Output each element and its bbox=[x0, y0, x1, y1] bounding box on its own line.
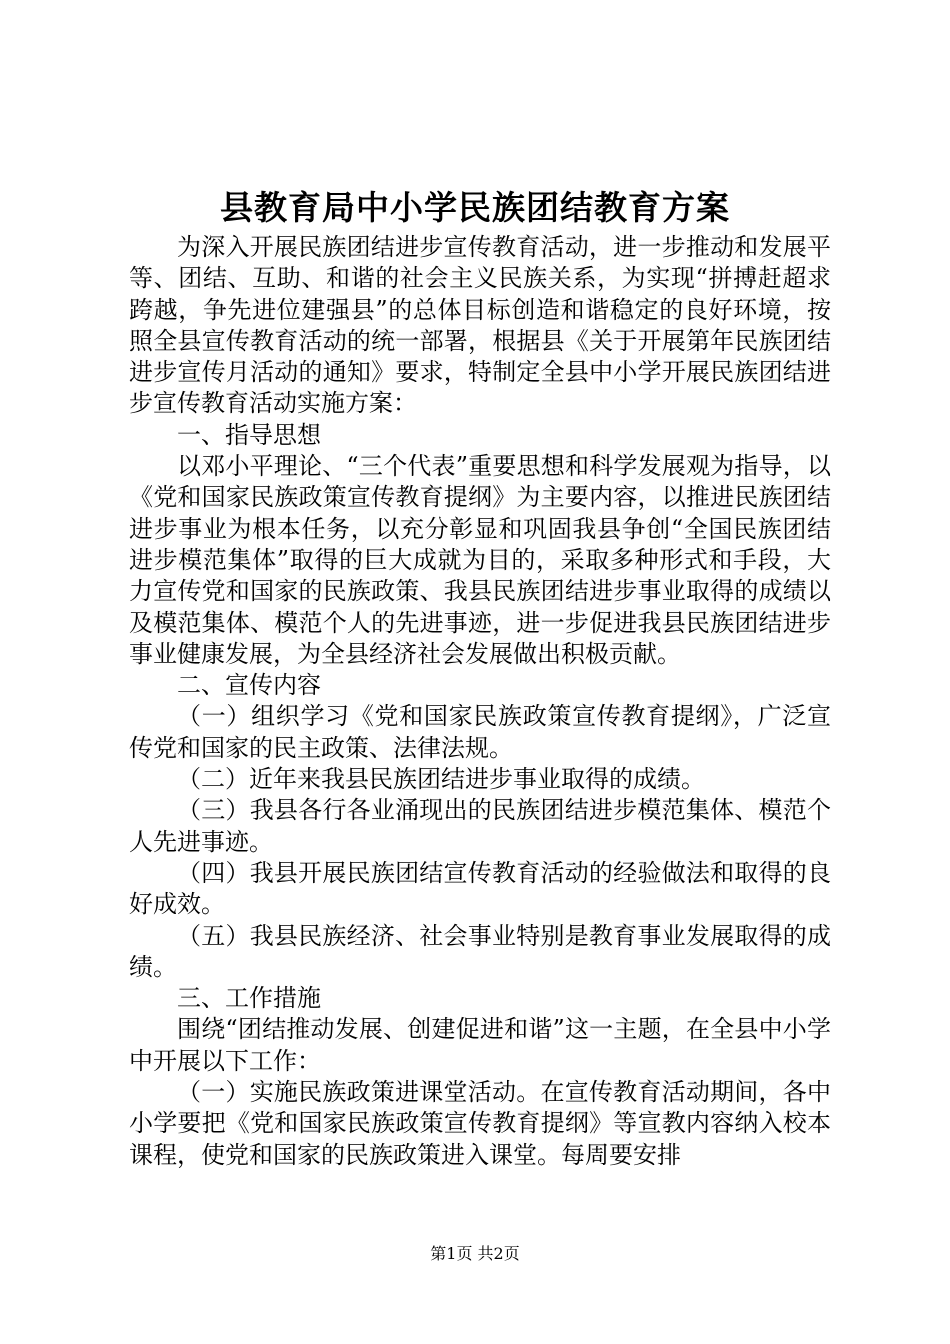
document-title: 县教育局中小学民族团结教育方案 bbox=[220, 188, 730, 227]
document-body bbox=[129, 232, 831, 1171]
content-item-5: （五）我县民族经济、社会事业特别是教育事业发展取得的成绩。 bbox=[129, 921, 831, 981]
content-item-1: （一）组织学习《党和国家民族政策宣传教育提纲》，广泛宣传党和国家的民主政策、法律法规。 bbox=[129, 702, 831, 762]
content-item-2: （二）近年来我县民族团结进步事业取得的成绩。 bbox=[177, 765, 705, 794]
guiding-ideology-paragraph: 以邓小平理论、“三个代表”重要思想和科学发展观为指导，以《党和国家民族政策宣传教育提纲》为主要内容，以推进民族团结进步事业为根本任务，以充分彰显和巩固我县争创“全国民族团结进步模范集体”取得的巨大成就为目的，采取多种形式和手段，大力宣传党和国家的民族政策、我县民族团结进步事业取得的成绩以及模范集体、模范个人的先进事迹，进一步促进我县民族团结进步事业健康发展，为全县经济社会发展做出积极贡献。 bbox=[129, 452, 831, 668]
section-heading-publicity-content: 二、宣传内容 bbox=[177, 671, 321, 700]
page-footer: 第1页 共2页 bbox=[430, 1244, 520, 1263]
intro-paragraph: 为深入开展民族团结进步宣传教育活动，进一步推动和发展平等、团结、互助、和谐的社会主义民族关系，为实现“拼搏赶超求跨越，争先进位建强县”的总体目标创造和谐稳定的良好环境，按照全县宣传教育活动的统一部署，根据县《关于开展第年民族团结进步宣传月活动的通知》要求，特制定全县中小学开展民族团结进步宣传教育活动实施方案： bbox=[129, 233, 831, 418]
work-measures-intro: 围绕“团结推动发展、创建促进和谐”这一主题，在全县中小学中开展以下工作： bbox=[129, 1015, 831, 1075]
content-item-4: （四）我县开展民族团结宣传教育活动的经验做法和取得的良好成效。 bbox=[129, 858, 831, 919]
content-item-3: （三）我县各行各业涌现出的民族团结进步模范集体、模范个人先进事迹。 bbox=[129, 796, 831, 856]
section-heading-work-measures: 三、工作措施 bbox=[177, 984, 321, 1013]
section-heading-guiding-ideology: 一、指导思想 bbox=[177, 420, 321, 449]
measure-item-1: （一）实施民族政策进课堂活动。在宣传教育活动期间，各中小学要把《党和国家民族政策宣传教育提纲》等宣教内容纳入校本课程，使党和国家的民族政策进入课堂。每周要安排 bbox=[129, 1078, 831, 1169]
